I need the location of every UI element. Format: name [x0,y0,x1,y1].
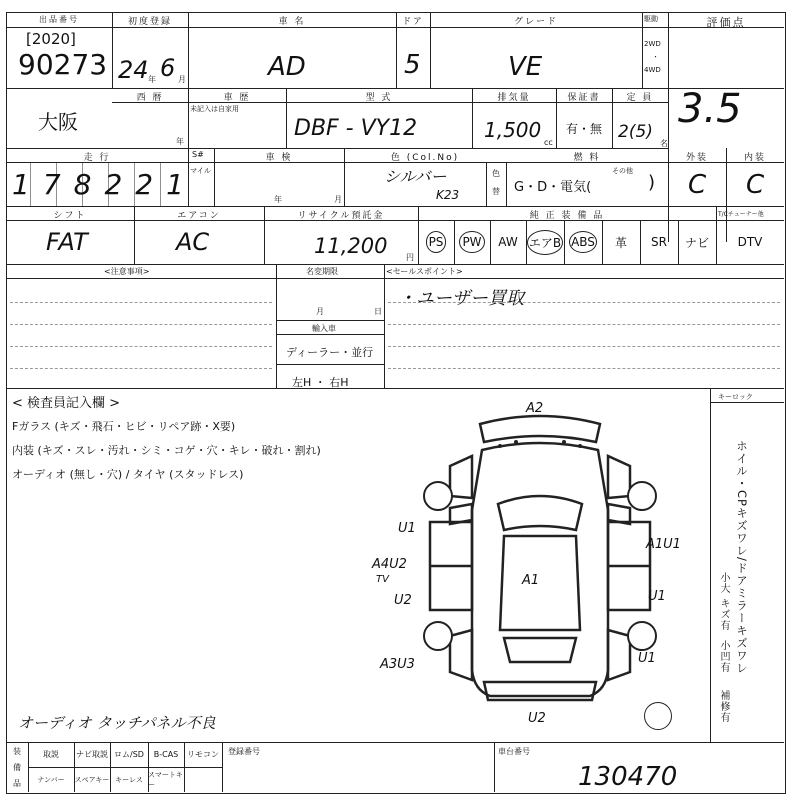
mark-right-front: A1U1 [646,537,681,552]
equip-airbag: エアB [526,220,564,264]
mark-left-side-tv: TV [376,574,389,585]
inspection-line-glass: Fガラス (キズ・飛石・ヒビ・リペア跡・X要) [12,420,236,433]
mark-left-rear-door: U2 [394,593,412,608]
equip-navi: ナビ [684,235,709,250]
equip-dtv: DTV [737,235,763,249]
color: シルバー [384,167,447,186]
mark-front-bumper: A2 [526,401,544,416]
footer-keyless: キーレス [115,775,143,784]
history-year-unit: 年 [176,137,184,146]
inspection-line-audio: オーディオ (無し・穴) / タイヤ (スタッドレス) [12,468,244,481]
drive-4wd: 4WD [644,66,661,74]
history-label: 西 暦 [136,93,164,103]
vin-note: 未記入は自家用 [190,105,239,113]
car-name-label: 車 名 [278,17,306,27]
mark-left-rear: A3U3 [380,657,415,672]
exhibit-no: 90273 [18,48,108,81]
car-name: AD [268,52,306,82]
side-size-text-2: 小凹有 [718,640,729,673]
interior-label: 内装 [743,153,766,163]
ac: AC [176,228,210,256]
drive-dot: ・ [652,53,659,61]
dealer-option: ディーラー・並行 [286,346,374,359]
score-label: 評価点 [706,16,746,29]
mark-roof: A1 [522,573,540,588]
inspection-label: 車 検 [265,153,293,163]
mark-right-rear: U1 [638,651,656,666]
turbo-label: T/Cチューナー他 [718,211,764,218]
interior-grade: C [746,170,765,200]
chassis-label: 車台番号 [498,747,530,756]
color-change-2: 替 [492,187,500,196]
drive-2wd: 2WD [644,40,661,48]
equip-label: 純 正 装 備 品 [529,211,605,221]
footer-label-1: 装 [13,747,21,756]
color-label: 色 (Col.No) [390,153,460,163]
key-circle [644,702,672,730]
expiry-month: 月 [316,307,324,316]
year-unit: 年 [148,75,156,84]
sales-point: ・ユーザー買取 [398,288,524,309]
color-change-1: 色 [492,169,500,178]
exterior-grade: C [688,170,707,200]
shift: FAT [46,228,88,256]
displacement-label: 排気量 [497,93,531,103]
doors: 5 [404,50,421,80]
exterior-label: 外装 [685,153,708,163]
month-unit: 月 [178,75,186,84]
model-label: 型 式 [365,93,393,103]
exhibit-no-label: 出品番号 [39,15,79,24]
caution-label: <注意事項> [104,267,150,276]
inspection-year-unit: 年 [274,195,282,204]
footer-manual: 取説 [43,750,59,759]
first-reg-label: 初度登録 [127,17,172,27]
footer-label-3: 品 [13,779,21,788]
s-label: S# [192,150,204,159]
footer-number: ナンバー [37,775,65,784]
first-reg-year: 24 [118,56,149,84]
recycle-fee: 11,200 [314,234,388,258]
capacity-label: 定 員 [626,93,654,103]
footer-label-2: 備 [13,763,21,772]
ac-label: エアコン [177,211,221,221]
cc-unit: cc [544,138,553,147]
equip-sr: SR [651,235,667,249]
equip-pw: PW [454,220,490,264]
chassis-no: 130470 [578,762,678,792]
mark-rear-bumper: U2 [528,711,546,726]
mark-left-front-door: U1 [398,521,416,536]
grade: VE [508,52,543,82]
equip-abs: ABS [564,220,602,264]
inspection-title: < 検査員記入欄 > [12,396,121,411]
fuel-label: 燃 料 [573,153,601,163]
expiry-label: 名変期限 [306,267,338,276]
shift-label: シフト [53,211,87,221]
yen-unit: 円 [406,253,414,262]
footer-navi-manual: ナビ取説 [76,750,108,759]
fuel: G・D・電気( [514,180,592,195]
displacement: 1,500 [484,118,542,142]
grade-label: グレード [513,17,558,27]
mile-unit: マイル [190,167,211,175]
footer-spare-key: スペアキー [74,775,110,784]
side-damage-text: ホイル・CPキズワレ/ドアミラーキズワレ [735,440,749,675]
handwritten-note: オーディオ タッチパネル不良 [18,714,216,732]
equip-ps: PS [418,220,454,264]
footer-bcas: B-CAS [153,750,179,759]
fuel-other: その他 [612,167,633,175]
mileage-label: 走 行 [83,153,111,163]
footer-smart-key: スマートキー [148,770,183,789]
year-tag: [2020] [26,30,76,48]
import-label: 輸入車 [312,324,336,333]
model: DBF - VY12 [294,116,418,141]
expiry-day: 日 [374,307,382,316]
equip-aw: AW [498,235,518,249]
first-reg-month: 6 [160,54,176,82]
door-label: ドア [402,17,424,27]
recycle-label: リサイクル預託金 [297,211,385,221]
color-code: K23 [436,188,460,202]
drive-label: 駆動 [644,15,658,23]
warranty: 有・無 [566,122,603,136]
capacity: 2(5) [618,122,653,142]
warranty-label: 保証書 [567,93,601,103]
inspection-month-unit: 月 [334,195,342,204]
fuel-close: ) [648,172,656,193]
handle-option: 左H ・ 右H [292,376,349,389]
side-size-text: 小大 キズ有 [718,572,729,632]
vin-label: 車 歴 [223,93,251,103]
mileage: 178221 [12,168,197,201]
side-repair-text: 補修有 [718,690,729,723]
inspection-line-interior: 内装 (キズ・スレ・汚れ・シミ・コゲ・穴・キレ・破れ・割れ) [12,444,321,457]
reg-no-label: 登録番号 [228,747,260,756]
capacity-unit: 名 [660,139,668,148]
score: 3.5 [678,86,742,132]
key-lock-label: キーロック [718,393,753,401]
sales-label: <セールスポイント> [386,267,463,276]
equip-leather: 革 [614,235,627,250]
mark-left-side: A4U2 [372,557,407,572]
car-diagram [372,400,681,730]
footer-remote: リモコン [187,750,219,759]
mark-right-rear-door: U1 [648,589,666,604]
location: 大阪 [38,110,78,134]
footer-rom-sd: ロム/SD [114,750,144,759]
